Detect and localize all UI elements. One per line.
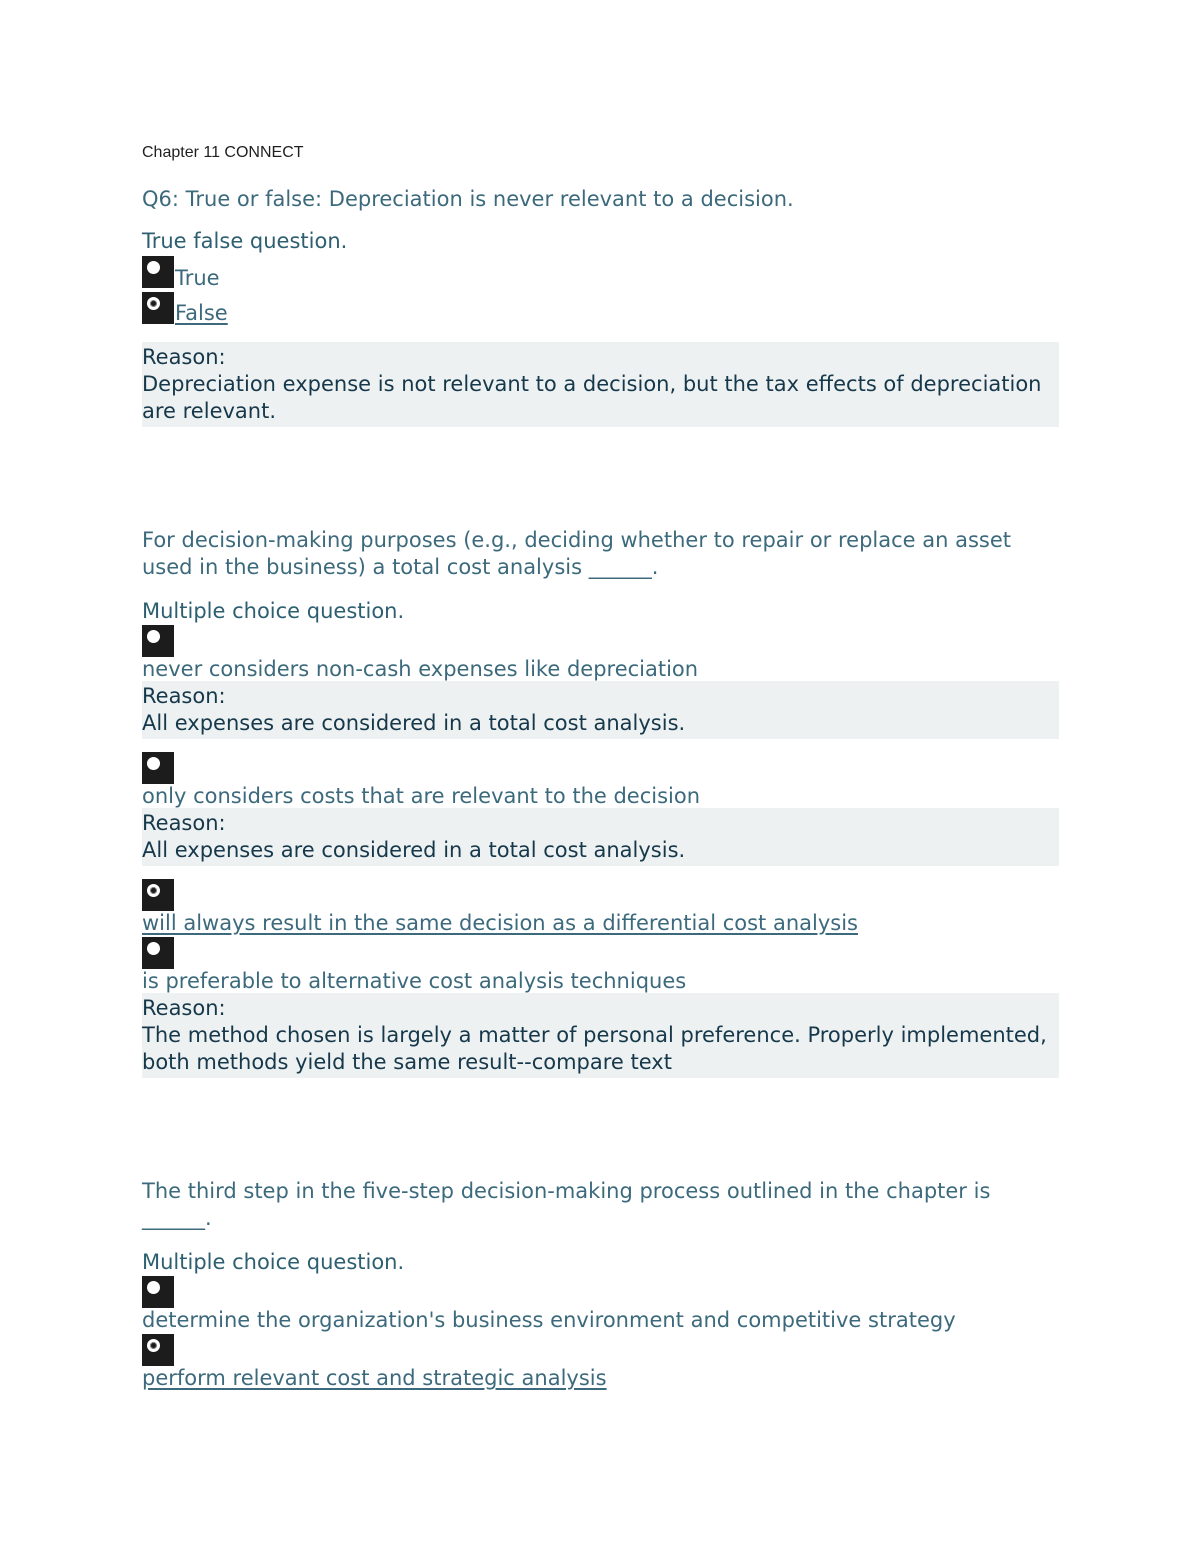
radio-option-d[interactable]	[142, 937, 174, 969]
radio-selected-icon	[147, 884, 160, 897]
reason-text: All expenses are considered in a total cost analysis.	[142, 838, 686, 862]
radio-dot-icon	[147, 1281, 160, 1294]
reason-label: Reason:	[142, 811, 226, 835]
question-2-type: Multiple choice question.	[142, 599, 405, 623]
question-2-text: For decision-making purposes (e.g., deciding whether to repair or replace an asset used in the business) a total cost analysis ______.	[142, 528, 1011, 579]
reason-text: The method chosen is largely a matter of personal preference. Properly implemented, both methods yield the same result--compare text	[142, 1023, 1047, 1074]
option-b-label[interactable]: only considers costs that are relevant to the decision	[142, 784, 701, 808]
radio-option-c[interactable]	[142, 879, 174, 911]
radio-dot-icon	[147, 630, 160, 643]
reason-label: Reason:	[142, 996, 226, 1020]
radio-selected-icon	[147, 1339, 160, 1352]
option-true-label[interactable]: True	[175, 266, 220, 290]
option-a-label[interactable]: determine the organization's business environment and competitive strategy	[142, 1308, 956, 1332]
radio-option-a[interactable]	[142, 1276, 174, 1308]
radio-option-b[interactable]	[142, 752, 174, 784]
reason-box	[142, 993, 1059, 1078]
radio-dot-icon	[147, 942, 160, 955]
radio-option-a[interactable]	[142, 625, 174, 657]
option-c-label[interactable]: will always result in the same decision as a differential cost analysis	[142, 911, 858, 935]
reason-text: All expenses are considered in a total cost analysis.	[142, 711, 686, 735]
reason-label: Reason:	[142, 345, 226, 369]
option-b-label[interactable]: perform relevant cost and strategic analysis	[142, 1366, 607, 1390]
option-false-label[interactable]: False	[175, 301, 228, 325]
radio-dot-icon	[147, 757, 160, 770]
document-title: Chapter 11 CONNECT	[142, 144, 304, 161]
question-1-type: True false question.	[142, 229, 348, 253]
reason-box	[142, 342, 1059, 427]
question-3-type: Multiple choice question.	[142, 1250, 405, 1274]
question-1-text: Q6: True or false: Depreciation is never relevant to a decision.	[142, 187, 794, 211]
reason-label: Reason:	[142, 684, 226, 708]
reason-box	[142, 681, 1059, 739]
radio-selected-icon	[147, 297, 160, 310]
question-3-text: The third step in the five-step decision-making process outlined in the chapter is ______.	[142, 1179, 991, 1230]
radio-false[interactable]	[142, 292, 174, 324]
reason-box	[142, 808, 1059, 866]
radio-option-b[interactable]	[142, 1334, 174, 1366]
reason-text: Depreciation expense is not relevant to a decision, but the tax effects of depreciation are relevant.	[142, 372, 1042, 423]
option-d-label[interactable]: is preferable to alternative cost analysis techniques	[142, 969, 687, 993]
radio-dot-icon	[147, 261, 160, 274]
radio-true[interactable]	[142, 256, 174, 288]
option-a-label[interactable]: never considers non-cash expenses like depreciation	[142, 657, 699, 681]
